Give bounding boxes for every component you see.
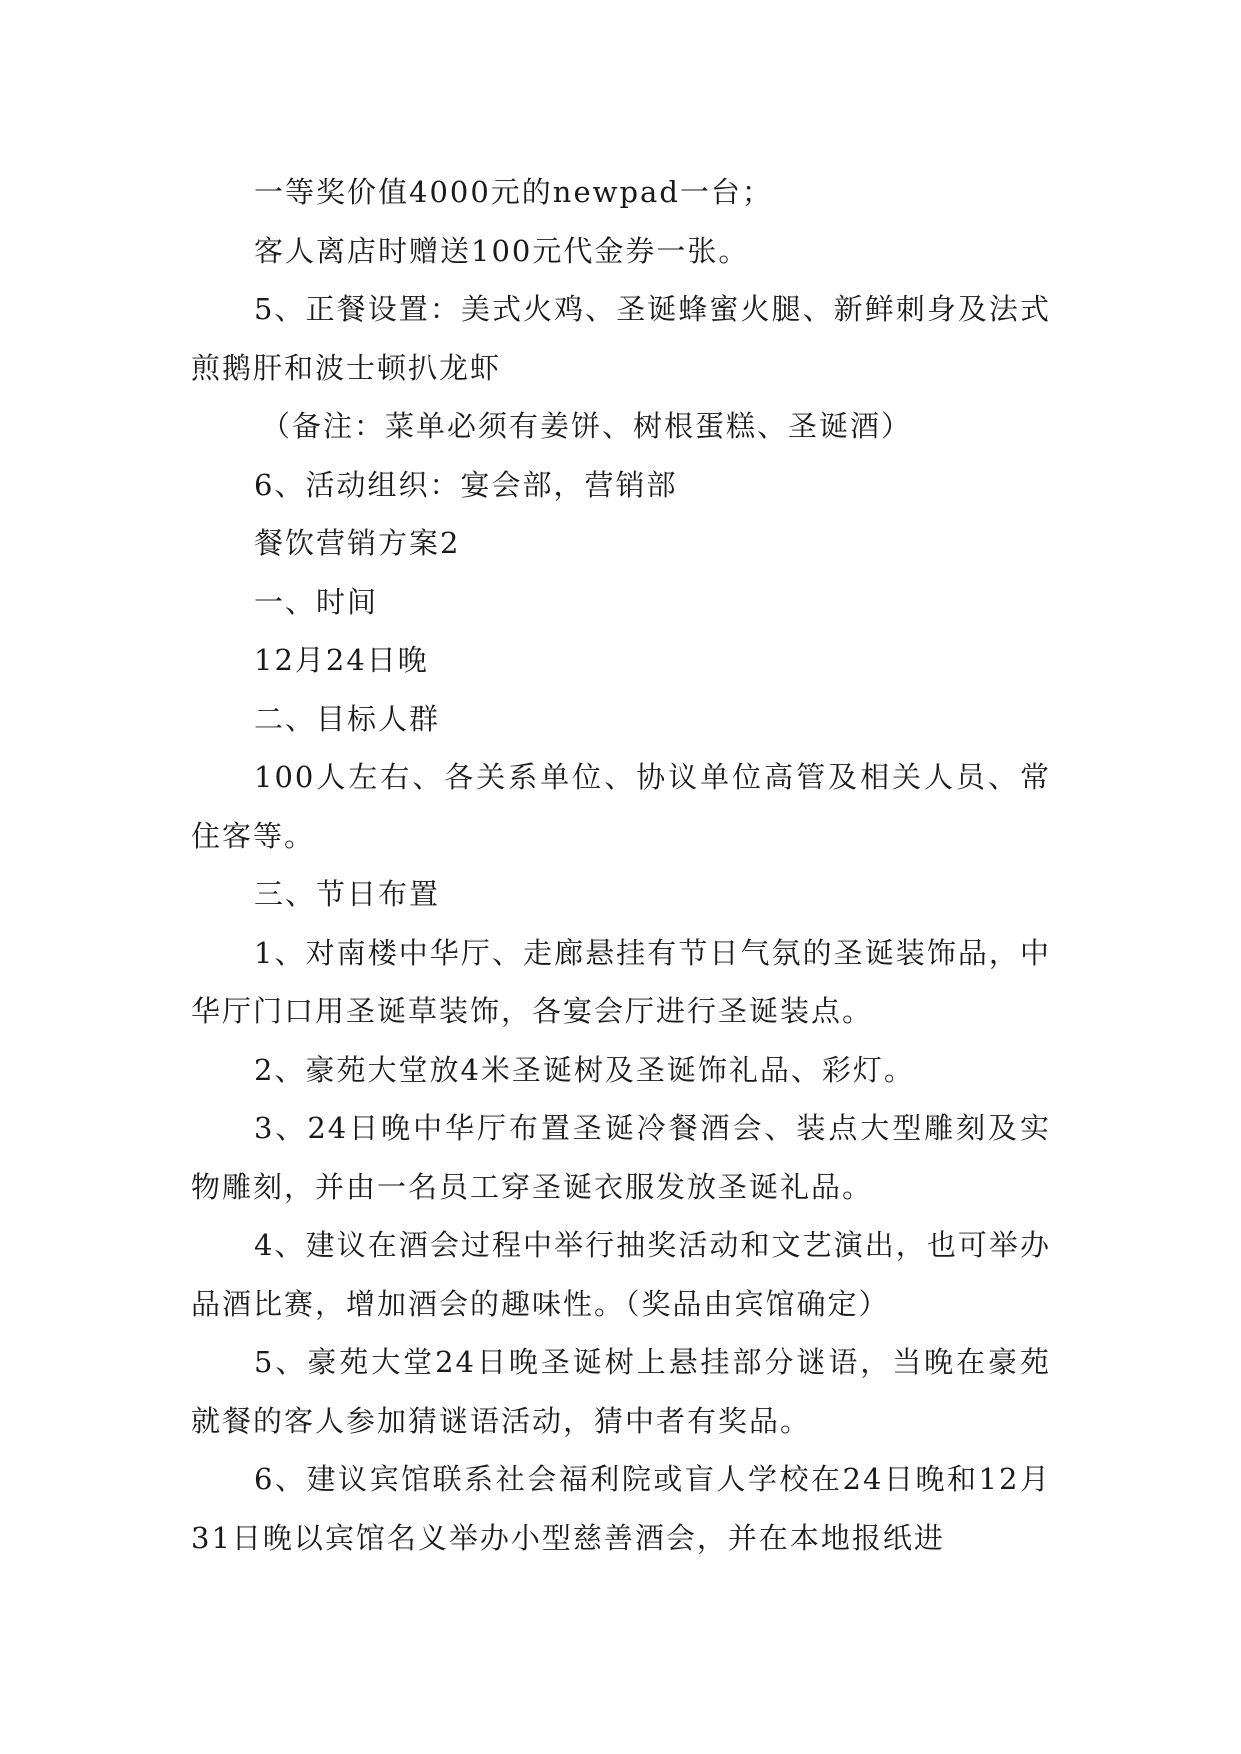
paragraph: 5、正餐设置：美式火鸡、圣诞蜂蜜火腿、新鲜刺身及法式煎鹅肝和波士顿扒龙虾 <box>191 292 1051 385</box>
paragraph: 6、建议宾馆联系社会福利院或盲人学校在24日晚和12月31日晚以宾馆名义举办小型慈善酒会，并在本地报纸进 <box>191 1462 1051 1555</box>
paragraph: 客人离店时赠送100元代金券一张。 <box>254 233 750 268</box>
paragraph-note: （备注：菜单必须有姜饼、树根蛋糕、圣诞酒） <box>261 409 913 443</box>
paragraph: 100人左右、各关系单位、协议单位高管及相关人员、常住客等。 <box>191 760 1051 853</box>
heading: 三、节日布置 <box>254 877 441 911</box>
paragraph: 12月24日晚 <box>254 643 429 677</box>
paragraph: 一等奖价值4000元的newpad一台； <box>254 175 773 209</box>
paragraph: 1、对南楼中华厅、走廊悬挂有节日气氛的圣诞装饰品，中华厅门口用圣诞草装饰，各宴会厅进行圣诞装点。 <box>191 935 1051 1028</box>
paragraph: 5、豪苑大堂24日晚圣诞树上悬挂部分谜语，当晚在豪苑就餐的客人参加猜谜语活动，猜中者有奖品。 <box>191 1345 1051 1438</box>
heading: 二、目标人群 <box>254 701 441 736</box>
paragraph: 4、建议在酒会过程中举行抽奖活动和文艺演出，也可举办品酒比赛，增加酒会的趣味性。（奖品由宾馆确定） <box>191 1228 1051 1321</box>
paragraph: 6、活动组织：宴会部，营销部 <box>254 467 678 502</box>
heading: 一、时间 <box>254 584 379 619</box>
paragraph: 3、24日晚中华厅布置圣诞冷餐酒会、装点大型雕刻及实物雕刻，并由一名员工穿圣诞衣服发放圣诞礼品。 <box>191 1111 1051 1204</box>
paragraph: 2、豪苑大堂放4米圣诞树及圣诞饰礼品、彩灯。 <box>254 1052 915 1087</box>
section-title: 餐饮营销方案2 <box>254 526 461 560</box>
document-body <box>191 163 1051 1567</box>
